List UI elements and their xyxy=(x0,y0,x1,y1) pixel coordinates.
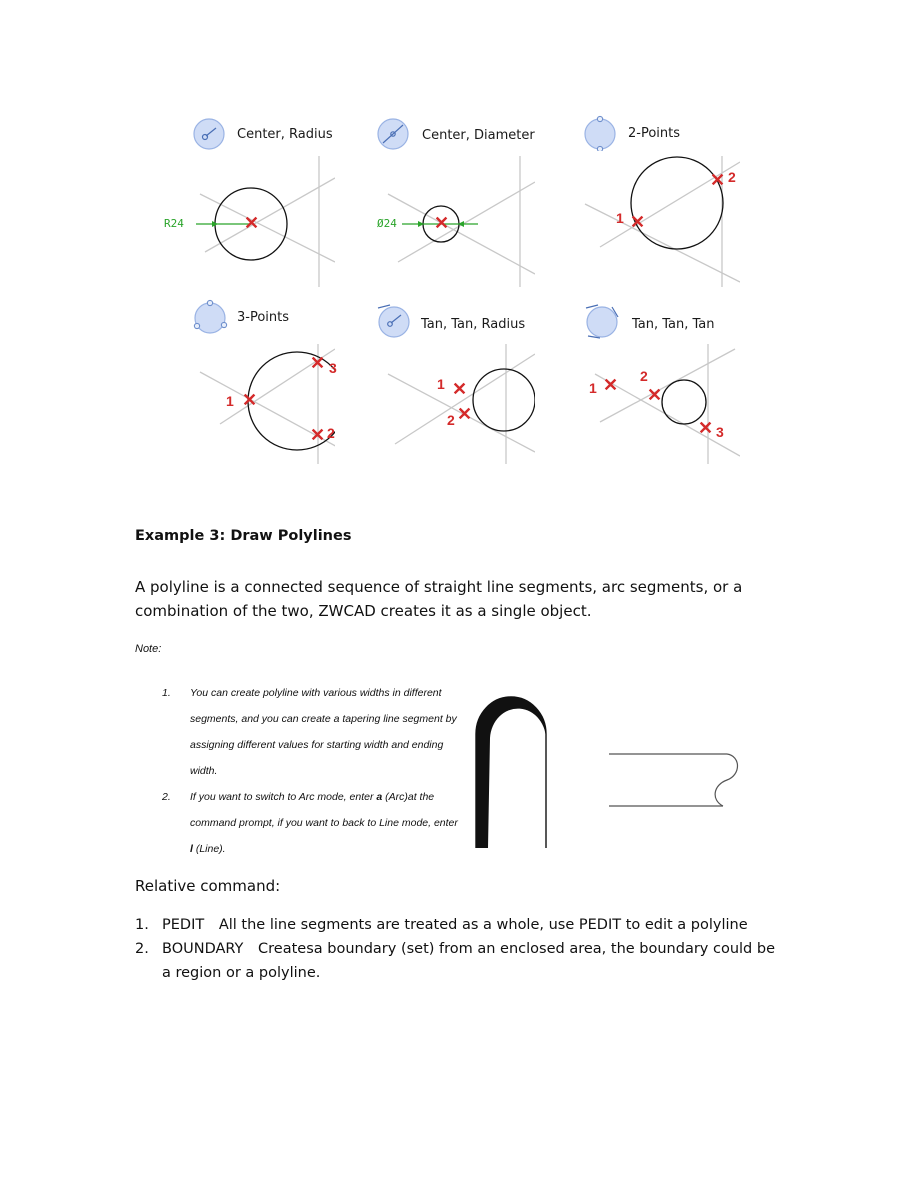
note-number: 1. xyxy=(162,687,171,699)
tapered-polyline-illustration xyxy=(472,692,552,852)
list-item xyxy=(135,937,775,985)
marker-label: 1 xyxy=(616,210,624,226)
point-marker-1: ✕ xyxy=(630,212,646,232)
note-list xyxy=(162,680,462,862)
note-text-start: If you want to switch to Arc mode, enter xyxy=(190,791,377,803)
diameter-annotation: Ø24 xyxy=(377,217,397,230)
marker-label: 3 xyxy=(329,360,337,376)
cell-3-points xyxy=(160,294,335,469)
command-name: BOUNDARY xyxy=(162,941,244,957)
marker-label: 2 xyxy=(447,412,455,428)
point-marker-2: ✕ xyxy=(710,170,726,190)
center-marker: ✕ xyxy=(244,213,260,233)
cell-2-points xyxy=(565,112,740,287)
note-key-line: l xyxy=(190,843,193,855)
command-name: PEDIT xyxy=(162,917,205,933)
marker-label: 1 xyxy=(589,380,597,396)
cell-tan-tan-radius xyxy=(360,294,535,469)
command-description: Createsa boundary (set) from an enclosed area, the boundary could be a region or a polyline. xyxy=(162,941,775,981)
marker-label: 1 xyxy=(226,393,234,409)
command-description: All the line segments are treated as a whole, use PEDIT to edit a polyline xyxy=(218,917,748,933)
marker-label: 1 xyxy=(437,376,445,392)
cell-label: Tan, Tan, Tan xyxy=(632,317,715,332)
note-number: 2. xyxy=(162,791,171,803)
list-item xyxy=(162,680,462,784)
marker-label: 2 xyxy=(640,368,648,384)
marker-label: 2 xyxy=(728,169,736,185)
cell-label: Center, Radius xyxy=(237,127,333,142)
cell-center-diameter xyxy=(360,112,535,287)
marker-label: 3 xyxy=(716,424,724,440)
tangent-marker-3: ✕ xyxy=(698,418,714,438)
note-text-end: (Line). xyxy=(192,843,226,855)
cell-tan-tan-tan xyxy=(565,294,740,469)
point-marker-3: ✕ xyxy=(310,353,326,373)
tangent-marker-1: ✕ xyxy=(603,375,619,395)
point-marker-2: ✕ xyxy=(310,425,326,445)
arc-polyline-illustration xyxy=(605,745,745,815)
note-text: You can create polyline with various widths in different segments, and you can create a tapering line segment by assigning different values for starting width and ending width. xyxy=(190,687,457,777)
cell-label: Center, Diameter xyxy=(422,128,535,143)
note-text-middle: (Arc)at the command prompt, if you want to back to Line mode, enter xyxy=(190,791,458,829)
radius-annotation: R24 xyxy=(164,217,184,230)
section-paragraph: A polyline is a connected sequence of straight line segments, arc segments, or a combination of the two, ZWCAD creates it as a single object. xyxy=(135,578,743,620)
note-label: Note: xyxy=(135,643,162,655)
tangent-marker-2: ✕ xyxy=(647,385,663,405)
cell-center-radius xyxy=(160,112,335,287)
command-list xyxy=(135,913,775,985)
relative-command-label: Relative command: xyxy=(135,877,281,895)
tangent-marker-1: ✕ xyxy=(452,379,468,399)
point-marker-1: ✕ xyxy=(242,390,258,410)
list-item xyxy=(162,784,462,862)
command-number: 1. xyxy=(135,917,149,933)
note-key-arc: a xyxy=(376,791,383,803)
center-marker: ✕ xyxy=(434,213,450,233)
cell-label: 2-Points xyxy=(628,126,681,141)
section-heading: Example 3: Draw Polylines xyxy=(135,528,352,544)
marker-label: 2 xyxy=(327,425,335,441)
tangent-marker-2: ✕ xyxy=(457,404,473,424)
list-item xyxy=(135,913,775,937)
cell-label: Tan, Tan, Radius xyxy=(421,317,526,332)
command-number: 2. xyxy=(135,941,149,957)
cell-label: 3-Points xyxy=(237,310,290,325)
